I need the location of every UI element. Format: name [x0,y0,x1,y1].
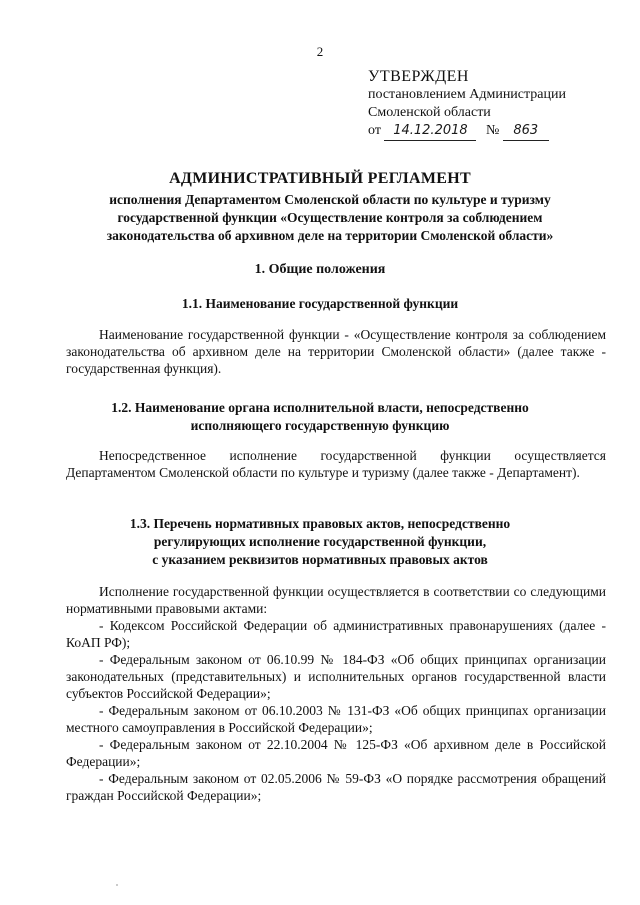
subtitle-line: государственной функции «Осуществление контроля за соблюдением [117,210,543,225]
paragraph-text: Наименование государственной функции - «Осуществление контроля за соблюдением законодательства об архивном деле на территории Смоленской области» (далее также - государственная функция). [66,327,606,376]
approval-line-2: Смоленской области [368,105,491,120]
section-heading: 1. Общие положения [254,262,386,277]
paragraph-1-3 [66,583,606,804]
subsection-1-2-heading [0,399,640,435]
document-title: АДМИНИСТРАТИВНЫЙ РЕГЛАМЕНТ [169,170,471,187]
subsection-1-1-heading: 1.1. Наименование государственной функции [181,296,459,311]
number-value: 863 [503,122,549,141]
number-prefix: № [485,123,500,138]
heading-line: 1.3. Перечень нормативных правовых актов, непосредственно [129,516,511,531]
paragraph-1-2 [66,447,606,481]
heading-line: регулирующих исполнение государственной функции, [153,534,487,549]
heading-line: исполняющего государственную функцию [190,418,450,433]
paragraph-text: Исполнение государственной функции осуществляется в соответствии со следующими нормативными правовыми актами: [66,584,606,616]
paragraph-text: Непосредственное исполнение государственной функции осуществляется Департаментом Смоленской области по культуре и туризму (далее также - Департамент). [66,448,606,480]
subtitle-line: законодательства об архивном деле на территории Смоленской области» [106,228,554,243]
paragraph-1-1 [66,326,606,377]
subtitle-line: исполнения Департаментом Смоленской области по культуре и туризму [109,192,551,207]
heading-line: 1.2. Наименование органа исполнительной власти, непосредственно [111,400,529,415]
approval-heading: УТВЕРЖДЕН [368,68,469,85]
heading-line: с указанием реквизитов нормативных правовых актов [152,552,488,567]
approval-date-line [368,122,566,141]
date-value: 14.12.2018 [384,122,476,141]
scan-speck [116,884,118,886]
act-item: - Федеральным законом от 06.10.99 № 184-ФЗ «Об общих принципах организации законодательных (представительных) и исполнительных органов государственной власти субъектов Российской Федерации»; [66,652,606,701]
act-item: - Федеральным законом от 02.05.2006 № 59-ФЗ «О порядке рассмотрения обращений граждан Российской Федерации»; [66,771,606,803]
act-item: - Федеральным законом от 06.10.2003 № 131-ФЗ «Об общих принципах организации местного самоуправления в Российской Федерации»; [66,703,606,735]
page-number: 2 [316,44,324,59]
act-item: - Федеральным законом от 22.10.2004 № 125-ФЗ «Об архивном деле в Российской Федерации»; [66,737,606,769]
date-prefix: от [368,123,381,138]
approval-line-1: постановлением Администрации [368,87,566,102]
subsection-1-3-heading [0,515,640,569]
document-subtitle [80,191,580,245]
act-item: - Кодексом Российской Федерации об административных правонарушениях (далее - КоАП РФ); [66,618,606,650]
approval-block [368,68,566,141]
